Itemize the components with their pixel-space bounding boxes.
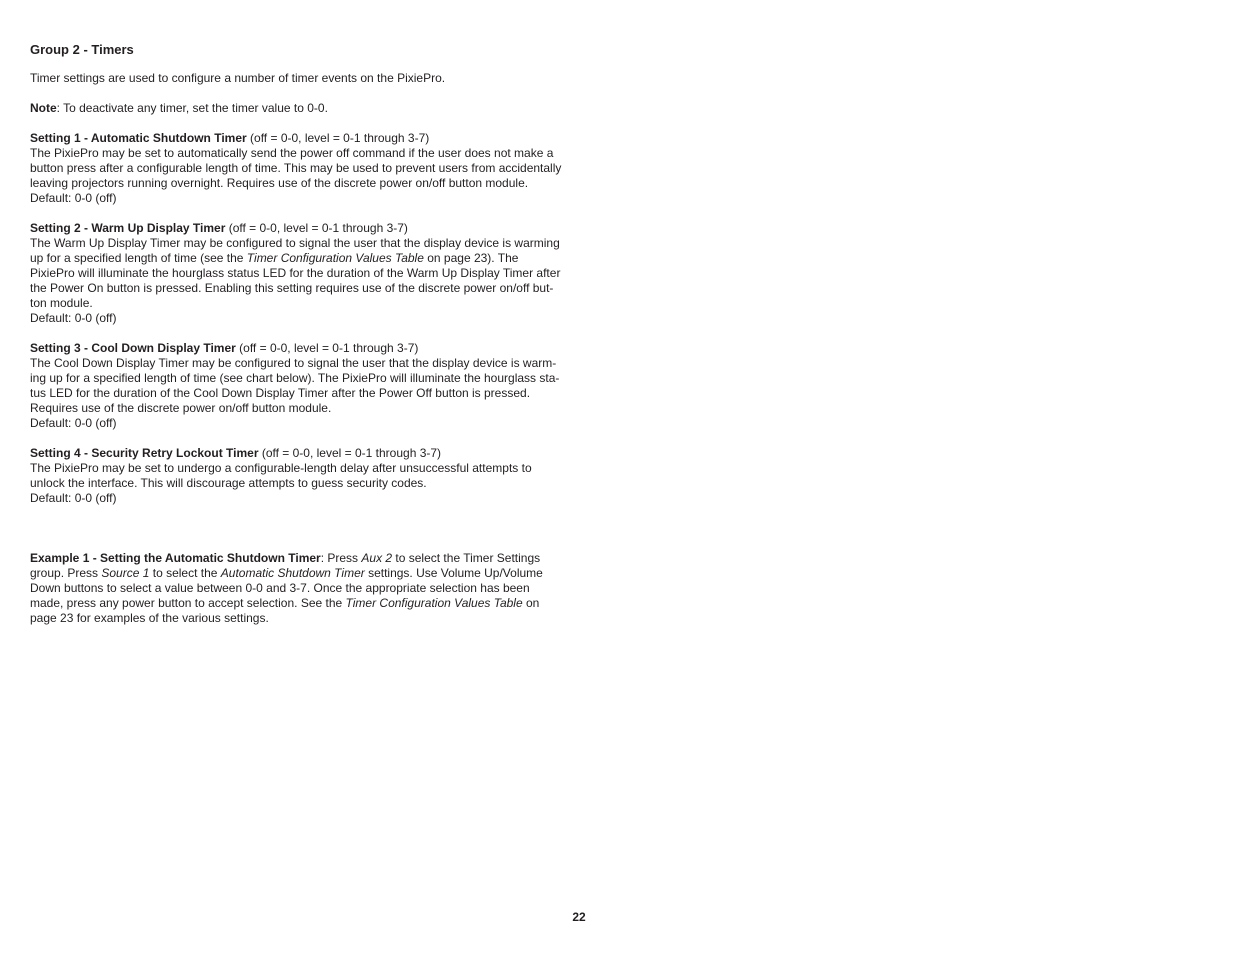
setting-4-range: (off = 0-0, level = 0-1 through 3-7) (258, 446, 442, 460)
intro-paragraph: Timer settings are used to configure a number of timer events on the PixiePro. (30, 71, 446, 85)
section-heading: Group 2 - Timers (30, 42, 134, 57)
setting-1-line-1: The PixiePro may be set to automatically send the power off command if the user does not make a (30, 146, 554, 160)
example-table-reference: Timer Configuration Values Table (345, 596, 523, 610)
setting-4-block (30, 446, 590, 506)
setting-3-line-2: ing up for a specified length of time (see chart below). The PixiePro will illuminate the hourglass sta- (30, 371, 560, 385)
page-number: 22 (572, 910, 586, 924)
example-source-1: Source 1 (101, 566, 150, 580)
setting-4-title: Setting 4 - Security Retry Lockout Timer (30, 446, 259, 460)
setting-1-line-3: leaving projectors running overnight. Requires use of the discrete power on/off button module. (30, 176, 529, 190)
setting-4-line-1: The PixiePro may be set to undergo a configurable-length delay after unsuccessful attempts to (30, 461, 532, 475)
example-text: to select the Timer Settings (392, 551, 541, 565)
example-aux-2: Aux 2 (361, 551, 393, 565)
setting-1-title: Setting 1 - Automatic Shutdown Timer (30, 131, 247, 145)
setting-3-default: Default: 0-0 (off) (30, 416, 117, 430)
example-text: made, press any power button to accept selection. See the (30, 596, 346, 610)
document-page (30, 40, 590, 626)
setting-1-block (30, 131, 590, 206)
example-automatic-shutdown-timer: Automatic Shutdown Timer (220, 566, 365, 580)
example-text: settings. Use Volume Up/Volume (364, 566, 543, 580)
setting-2-line-4: the Power On button is pressed. Enabling this setting requires use of the discrete power on/off but- (30, 281, 554, 295)
setting-2-line-5: ton module. (30, 296, 93, 310)
example-text: : Press (320, 551, 362, 565)
example-text: Down buttons to select a value between 0-0 and 3-7. Once the appropriate selection has been (30, 581, 530, 595)
setting-1-default: Default: 0-0 (off) (30, 191, 117, 205)
setting-3-line-4: Requires use of the discrete power on/off button module. (30, 401, 332, 415)
example-text: page 23 for examples of the various settings. (30, 611, 269, 625)
setting-2-range: (off = 0-0, level = 0-1 through 3-7) (225, 221, 408, 235)
note-label: Note (30, 101, 57, 115)
note-paragraph (30, 101, 590, 116)
setting-2-block (30, 221, 590, 326)
example-block (30, 551, 590, 626)
setting-2-line-2-pre: up for a specified length of time (see the (30, 251, 247, 265)
setting-3-block (30, 341, 590, 431)
note-text: : To deactivate any timer, set the timer value to 0-0. (56, 101, 328, 115)
setting-4-default: Default: 0-0 (off) (30, 491, 117, 505)
setting-1-range: (off = 0-0, level = 0-1 through 3-7) (246, 131, 430, 145)
setting-2-title: Setting 2 - Warm Up Display Timer (30, 221, 226, 235)
example-title: Example 1 - Setting the Automatic Shutdown Timer (30, 551, 321, 565)
example-text: group. Press (30, 566, 102, 580)
setting-3-line-1: The Cool Down Display Timer may be configured to signal the user that the display device is warm- (30, 356, 557, 370)
setting-1-line-2: button press after a configurable length of time. This may be used to prevent users from accidentally (30, 161, 562, 175)
setting-3-range: (off = 0-0, level = 0-1 through 3-7) (235, 341, 419, 355)
setting-2-default: Default: 0-0 (off) (30, 311, 117, 325)
example-text: on (522, 596, 540, 610)
setting-2-line-1: The Warm Up Display Timer may be configured to signal the user that the display device is warming (30, 236, 560, 250)
setting-2-table-reference: Timer Configuration Values Table (246, 251, 424, 265)
setting-3-title: Setting 3 - Cool Down Display Timer (30, 341, 236, 355)
setting-2-line-3: PixiePro will illuminate the hourglass status LED for the duration of the Warm Up Display Timer after (30, 266, 561, 280)
setting-4-line-2: unlock the interface. This will discourage attempts to guess security codes. (30, 476, 427, 490)
setting-2-line-2-post: on page 23). The (423, 251, 519, 265)
example-text: to select the (149, 566, 221, 580)
setting-3-line-3: tus LED for the duration of the Cool Down Display Timer after the Power Off button is pressed. (30, 386, 531, 400)
